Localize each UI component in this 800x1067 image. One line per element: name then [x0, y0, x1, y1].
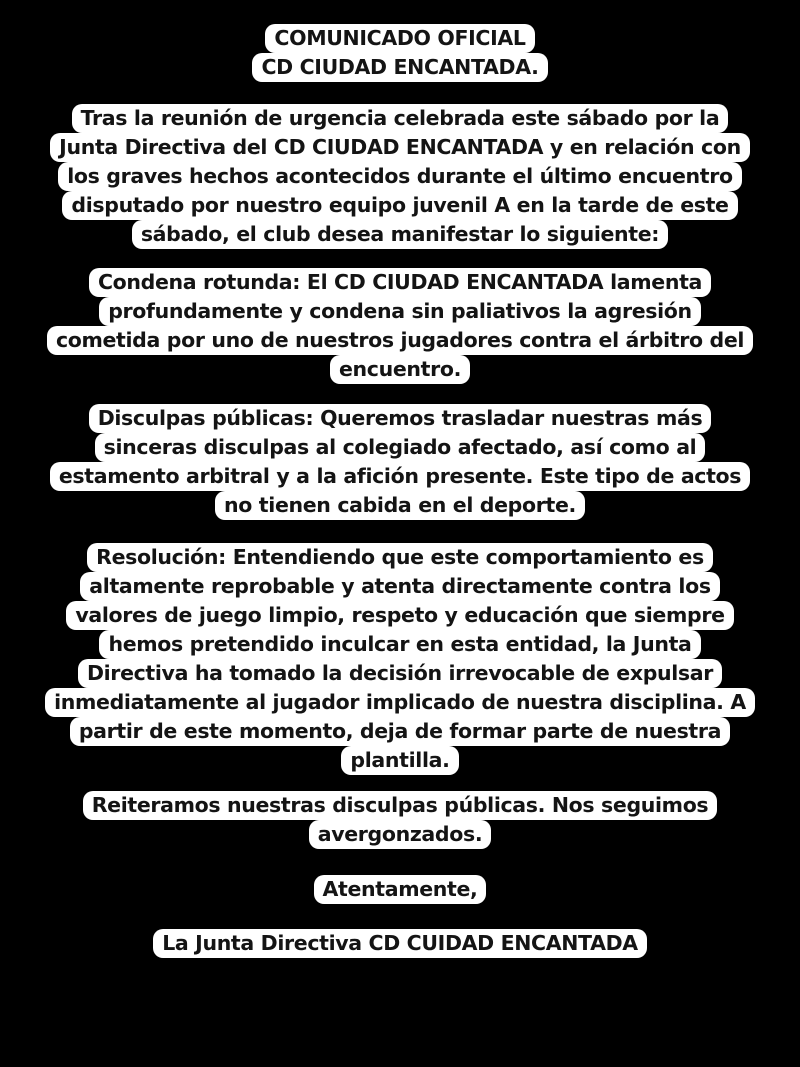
disculpas-line: sinceras disculpas al colegiado afectado, así como al	[95, 433, 706, 462]
intro-line: Junta Directiva del CD CIUDAD ENCANTADA y en relación con	[50, 133, 750, 162]
reiteramos-line: avergonzados.	[309, 820, 492, 849]
intro-line: los graves hechos acontecidos durante el último encuentro	[58, 162, 742, 191]
intro-line: Tras la reunión de urgencia celebrada este sábado por la	[72, 104, 729, 133]
intro-paragraph	[0, 104, 800, 249]
condena-line: profundamente y condena sin paliativos la agresión	[99, 297, 701, 326]
resolucion-line: valores de juego limpio, respeto y educación que siempre	[66, 601, 733, 630]
disculpas-line: estamento arbitral y a la afición presente. Este tipo de actos	[50, 462, 750, 491]
resolucion-line: plantilla.	[341, 746, 458, 775]
signature	[0, 929, 800, 958]
resolucion-line: hemos pretendido inculcar en esta entidad, la Junta	[99, 630, 700, 659]
disculpas-paragraph	[0, 404, 800, 520]
disculpas-line: no tienen cabida en el deporte.	[215, 491, 585, 520]
closing-salutation	[0, 875, 800, 904]
atentamente-line: Atentamente,	[314, 875, 487, 904]
intro-line: disputado por nuestro equipo juvenil A en la tarde de este	[62, 191, 737, 220]
condena-line: cometida por uno de nuestros jugadores contra el árbitro del	[47, 326, 753, 355]
statement-title	[0, 24, 800, 82]
resolucion-line: Resolución: Entendiendo que este comportamiento es	[87, 543, 713, 572]
condena-line: Condena rotunda: El CD CIUDAD ENCANTADA lamenta	[89, 268, 711, 297]
intro-line: sábado, el club desea manifestar lo siguiente:	[132, 220, 668, 249]
resolucion-line: altamente reprobable y atenta directamente contra los	[80, 572, 719, 601]
reiteramos-paragraph	[0, 791, 800, 849]
title-line: COMUNICADO OFICIAL	[265, 24, 534, 53]
signature-line: La Junta Directiva CD CUIDAD ENCANTADA	[153, 929, 647, 958]
disculpas-line: Disculpas públicas: Queremos trasladar nuestras más	[89, 404, 712, 433]
resolucion-line: partir de este momento, deja de formar parte de nuestra	[70, 717, 730, 746]
reiteramos-line: Reiteramos nuestras disculpas públicas. Nos seguimos	[83, 791, 718, 820]
condena-paragraph	[0, 268, 800, 384]
resolucion-line: inmediatamente al jugador implicado de nuestra disciplina. A	[45, 688, 755, 717]
condena-line: encuentro.	[330, 355, 470, 384]
resolucion-line: Directiva ha tomado la decisión irrevocable de expulsar	[78, 659, 722, 688]
resolucion-paragraph	[0, 543, 800, 775]
title-line: CD CIUDAD ENCANTADA.	[252, 53, 547, 82]
